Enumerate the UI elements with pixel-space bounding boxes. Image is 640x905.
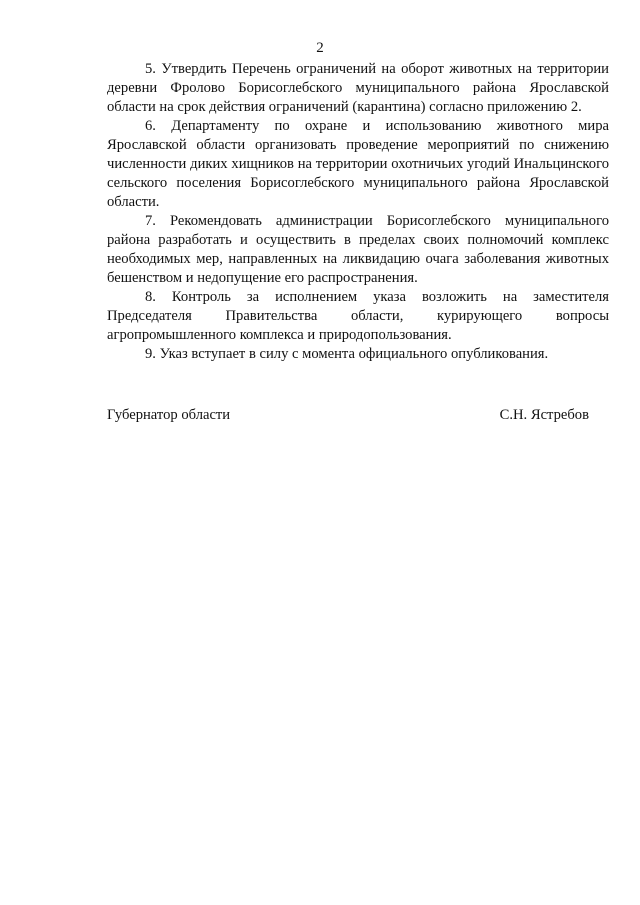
paragraph-5: 5. Утвердить Перечень ограничений на оборот животных на территории деревни Фролово Борисоглебского муниципального района Ярославской области на срок действия ограничений (карантина) согласно приложению 2. (107, 61, 609, 115)
paragraph-8: 8. Контроль за исполнением указа возложить на заместителя Председателя Правительства области, курирующего вопросы агропромышленного комплекса и природопользования. (107, 289, 609, 343)
paragraph-7: 7. Рекомендовать администрации Борисоглебского муниципального района разработать и осуществить в пределах своих полномочий комплекс необходимых мер, направленных на ликвидацию очага заболевания животных бешенством и недопущение его распространения. (107, 213, 609, 286)
page-number: 2 (316, 40, 324, 56)
signatory-name: С.Н. Ястребов (499, 407, 589, 423)
paragraph-9: 9. Указ вступает в силу с момента официального опубликования. (145, 346, 549, 362)
signature-block (107, 406, 589, 425)
decree-body (107, 60, 609, 364)
paragraph-6: 6. Департаменту по охране и использованию животного мира Ярославской области организовать проведение мероприятий по снижению численности диких хищников на территории охотничьих угодий Инальцинского сельского поселения Борисоглебского муниципального района Ярославской области. (107, 118, 609, 210)
signatory-position: Губернатор области (107, 407, 231, 423)
